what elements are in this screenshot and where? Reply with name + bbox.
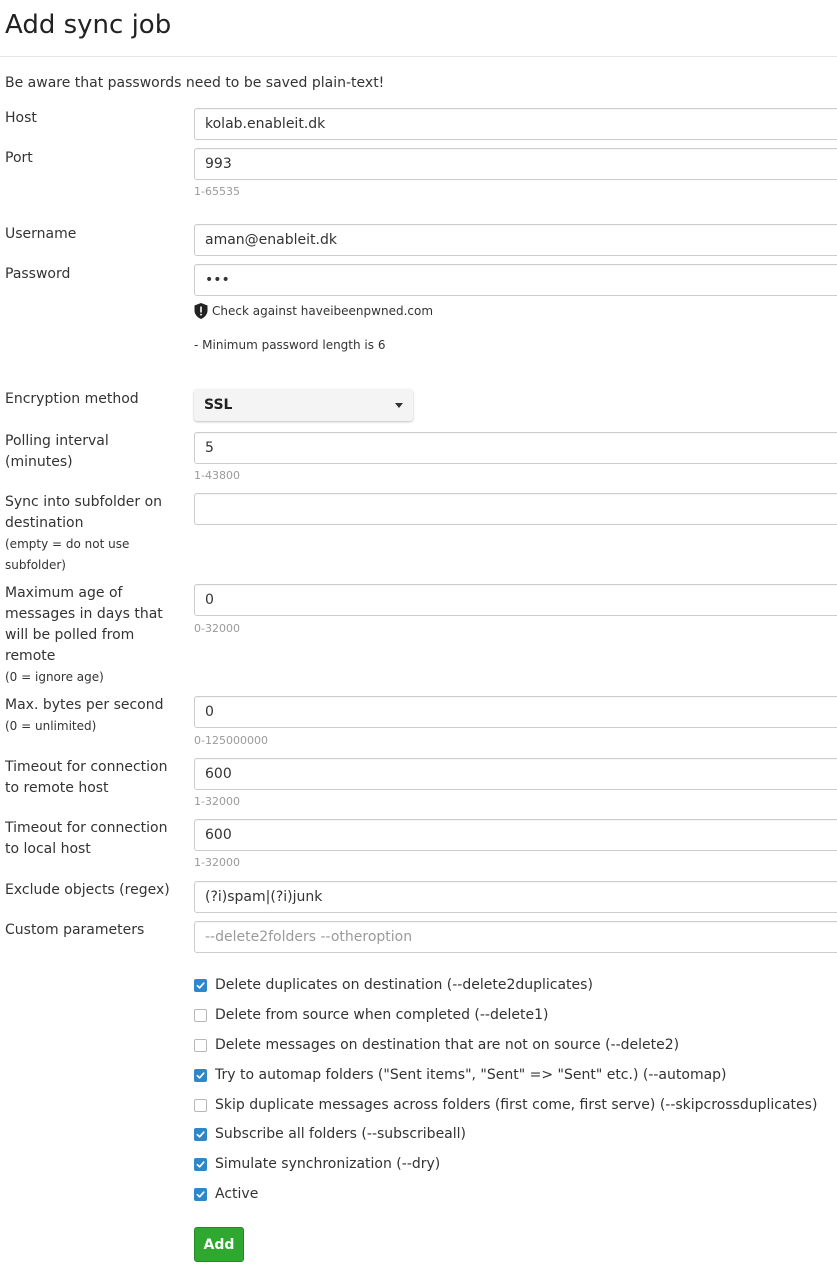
encryption-selected-value: SSL	[204, 397, 233, 413]
active-checkbox[interactable]	[194, 1185, 258, 1203]
option-label: Subscribe all folders (--subscribeall)	[215, 1126, 467, 1142]
password-input[interactable]	[194, 264, 837, 296]
checkbox-unchecked-icon[interactable]	[194, 1099, 207, 1112]
option-label: Delete messages on destination that are not on source (--delete2)	[215, 1037, 680, 1053]
title-divider	[0, 56, 837, 57]
subfolder-label	[5, 492, 180, 576]
add-button[interactable]: Add	[194, 1227, 244, 1262]
exclude-label: Exclude objects (regex)	[5, 882, 170, 898]
port-help: 1-65535	[194, 185, 240, 198]
simulate-sync-checkbox[interactable]	[194, 1155, 440, 1173]
timeout-local-label: Timeout for connection to local host	[5, 820, 168, 857]
maxage-label	[5, 583, 180, 688]
polling-interval-input[interactable]	[194, 432, 837, 464]
host-label: Host	[5, 110, 37, 126]
checkbox-checked-icon[interactable]	[194, 979, 207, 992]
polling-label: Polling interval (minutes)	[5, 433, 109, 470]
maxage-input[interactable]	[194, 584, 837, 616]
maxbytes-label-text: Max. bytes per second	[5, 697, 164, 713]
delete-on-destination-checkbox[interactable]	[194, 1036, 679, 1054]
skip-cross-duplicates-checkbox[interactable]	[194, 1096, 817, 1114]
timeout-remote-label: Timeout for connection to remote host	[5, 759, 168, 796]
encryption-label: Encryption method	[5, 391, 139, 407]
maxbytes-help: 0-125000000	[194, 734, 268, 747]
caret-down-icon	[395, 403, 403, 408]
option-label: Skip duplicate messages across folders (first come, first serve) (--skipcrossduplicates)	[215, 1097, 818, 1113]
username-label: Username	[5, 226, 77, 242]
username-input[interactable]	[194, 224, 837, 256]
option-label: Simulate synchronization (--dry)	[215, 1156, 441, 1172]
checkbox-checked-icon[interactable]	[194, 1069, 207, 1082]
checkbox-checked-icon[interactable]	[194, 1158, 207, 1171]
checkbox-checked-icon[interactable]	[194, 1188, 207, 1201]
password-label: Password	[5, 266, 71, 282]
delete-from-source-checkbox[interactable]	[194, 1006, 548, 1024]
polling-help: 1-43800	[194, 469, 240, 482]
password-min-length-note: - Minimum password length is 6	[194, 338, 386, 352]
host-input[interactable]	[194, 108, 837, 140]
automap-checkbox[interactable]	[194, 1066, 727, 1084]
option-label: Delete duplicates on destination (--delete2duplicates)	[215, 977, 593, 993]
plaintext-warning: Be aware that passwords need to be saved plain-text!	[5, 75, 385, 91]
subfolder-label-hint: (empty = do not use subfolder)	[5, 537, 130, 572]
custom-params-label: Custom parameters	[5, 922, 145, 938]
maxbytes-label	[5, 695, 180, 737]
shield-icon	[194, 303, 208, 319]
timeout-local-help: 1-32000	[194, 856, 240, 869]
option-label: Try to automap folders ("Sent items", "Sent" => "Sent" etc.) (--automap)	[215, 1067, 727, 1083]
maxage-label-text: Maximum age of messages in days that will be polled from remote	[5, 585, 163, 664]
maxage-help: 0-32000	[194, 622, 240, 635]
maxbytes-label-hint: (0 = unlimited)	[5, 719, 97, 733]
subscribe-all-checkbox[interactable]	[194, 1125, 466, 1143]
option-label: Delete from source when completed (--delete1)	[215, 1007, 549, 1023]
timeout-local-input[interactable]	[194, 819, 837, 851]
checkbox-unchecked-icon[interactable]	[194, 1039, 207, 1052]
page-title: Add sync job	[5, 10, 172, 40]
subfolder-input[interactable]	[194, 493, 837, 525]
delete-duplicates-checkbox[interactable]	[194, 976, 593, 994]
port-input[interactable]	[194, 148, 837, 180]
pwned-check-text: Check against haveibeenpwned.com	[212, 304, 434, 318]
maxage-label-hint: (0 = ignore age)	[5, 670, 104, 684]
subfolder-label-text: Sync into subfolder on destination	[5, 494, 163, 531]
maxbytes-input[interactable]	[194, 696, 837, 728]
exclude-input[interactable]	[194, 881, 837, 913]
timeout-remote-help: 1-32000	[194, 795, 240, 808]
checkbox-checked-icon[interactable]	[194, 1128, 207, 1141]
port-label: Port	[5, 150, 33, 166]
option-label: Active	[215, 1186, 259, 1202]
custom-params-input[interactable]	[194, 921, 837, 953]
timeout-remote-input[interactable]	[194, 758, 837, 790]
checkbox-unchecked-icon[interactable]	[194, 1009, 207, 1022]
pwned-check-link[interactable]	[194, 303, 433, 319]
encryption-select[interactable]	[194, 389, 413, 421]
